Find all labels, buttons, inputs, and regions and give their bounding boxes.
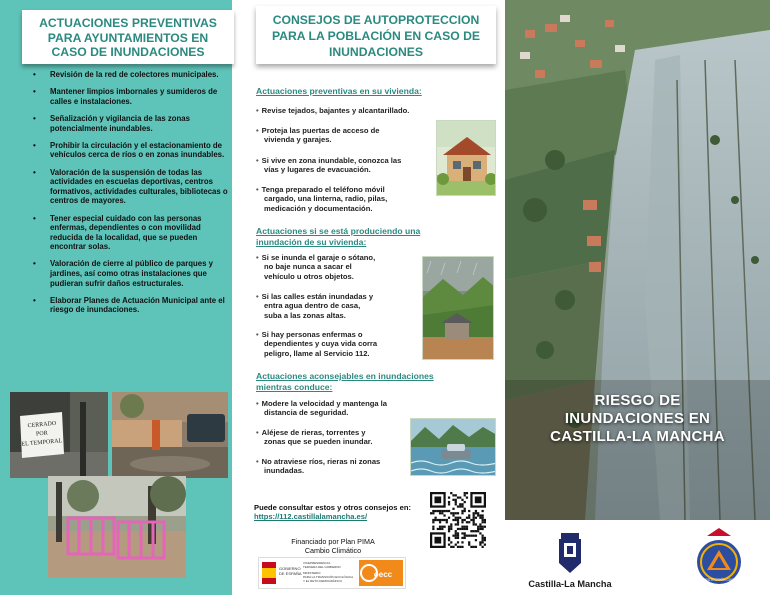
list-item: • Mantener limpios imbornales y sumideros de calles e instalaciones. — [33, 87, 218, 106]
proteccion-civil-logo — [693, 526, 745, 586]
tip-item: • Revise tejados, bajantes y alcantarillado. — [256, 106, 410, 115]
list-item: • Revisión de la red de colectores municipales. — [33, 70, 219, 79]
illustration-car-flood — [410, 418, 496, 476]
tip-item: • Si se inunda el garaje o sótano, no baje nunca a sacar el vehículo u otros objetos. — [256, 253, 376, 281]
coat-of-arms-icon — [555, 531, 585, 575]
panel-left-title: ACTUACIONES PREVENTIVAS PARA AYUNTAMIENTOS EN CASO DE INUNDACIONES — [22, 10, 234, 64]
tip-item: • No atraviese ríos, rieras ni zonas inundadas. — [256, 457, 381, 476]
list-item: • Elaborar Planes de Actuación Municipal ante el riesgo de inundaciones. — [33, 295, 225, 315]
municipal-actions-list — [28, 70, 228, 323]
tip-item: • Aléjese de rieras, torrentes y zonas que se pueden inundar. — [256, 428, 373, 447]
gov-line: GOBIERNO — [279, 566, 301, 571]
tip-item: • Si las calles están inundadas y entra agua dentro de casa, suba a las zonas altas. — [256, 292, 374, 320]
panel-municipal-actions — [0, 0, 250, 595]
oecc-logo-text: oecc — [373, 570, 393, 579]
sign-line: POR — [35, 430, 48, 438]
section-title-flooding-home: Actuaciones si se está produciendo una inundación de su vivienda: — [256, 226, 421, 247]
tip-item: • Modere la velocidad y mantenga la distancia de seguridad. — [256, 399, 388, 418]
castilla-la-mancha-logo — [525, 529, 615, 591]
consult-link[interactable]: https://112.castillalamancha.es/ — [254, 512, 368, 522]
ministry-line: VICEPRESIDENCIA — [303, 561, 331, 565]
financing-note: Financiado por Plan PIMA Cambio Climático — [291, 537, 375, 555]
tip-item: • Tenga preparado el teléfono móvil cargado, una linterna, radio, pilas, medicación y documentación. — [256, 185, 388, 213]
tip-item: • Si vive en zona inundable, conozca las vías y lugares de evacuación. — [256, 156, 402, 175]
cover-title: RIESGO DE INUNDACIONES EN CASTILLA-LA MANCHA — [550, 392, 725, 445]
ministry-line: MINISTERIO — [303, 571, 321, 575]
panel-self-protection — [250, 0, 505, 595]
illustration-flood-village — [422, 256, 494, 360]
section-title-home-prevention: Actuaciones preventivas en su vivienda: — [256, 86, 422, 96]
list-item: • Valoración de la suspensión de todas las actividades en escuelas deportivas, centros formativos, actividades culturales, bibliotecas o centros de mayores. — [33, 167, 228, 206]
photo-closed-sign — [10, 392, 108, 478]
list-item: • Señalización y vigilancia de las zonas potencialmente inundables. — [33, 113, 190, 133]
tip-item: • Si hay personas enfermas o dependientes y cuya vida corra peligro, llame al Servicio 112. — [256, 330, 378, 358]
qr-code[interactable] — [430, 492, 486, 548]
photo-park-barriers — [48, 476, 186, 578]
sign-line: CERRADO — [27, 420, 57, 430]
castilla-la-mancha-name: Castilla-La Mancha — [528, 579, 612, 589]
consult-note: Puede consultar estos y otros consejos en: https://112.castillalamancha.es/ — [254, 503, 411, 522]
gov-line: DE ESPAÑA — [279, 571, 302, 576]
ministry-line: PARA LA TRANSICIÓN ECOLÓGICA — [303, 575, 354, 579]
pc-logo-text: PROTECCIÓN CIVIL — [702, 578, 736, 582]
ministry-line: TERCERA DEL GOBIERNO — [303, 565, 341, 569]
list-item: • Valoración de cierre al público de parques y jardines, así como otras instalaciones que pudieran sufrir daños estructurales. — [33, 259, 213, 288]
tip-item: • Proteja las puertas de acceso de vivienda y garajes. — [256, 126, 380, 145]
panel-cover — [505, 0, 770, 595]
sign-line: EL TEMPORAL — [21, 438, 63, 448]
list-item: • Tener especial cuidado con las personas enfermas, dependientes o con movilidad reducida de la localidad, que se pueden encontrar solas. — [33, 213, 202, 252]
funding-logos — [258, 557, 406, 589]
photo-flooded-street — [112, 392, 228, 478]
ministry-line: Y EL RETO DEMOGRÁFICO — [303, 579, 342, 583]
illustration-house — [436, 120, 496, 196]
cover-footer — [505, 520, 770, 595]
list-item: • Prohibir la circulación y el estacionamiento de vehículos cerca de ríos o en zonas inundables. — [33, 140, 225, 160]
panel-middle-title: CONSEJOS DE AUTOPROTECCION PARA LA POBLACIÓN EN CASO DE INUNDACIONES — [256, 6, 496, 64]
section-title-driving: Actuaciones aconsejables en inundaciones mientras conduce: — [256, 371, 434, 392]
